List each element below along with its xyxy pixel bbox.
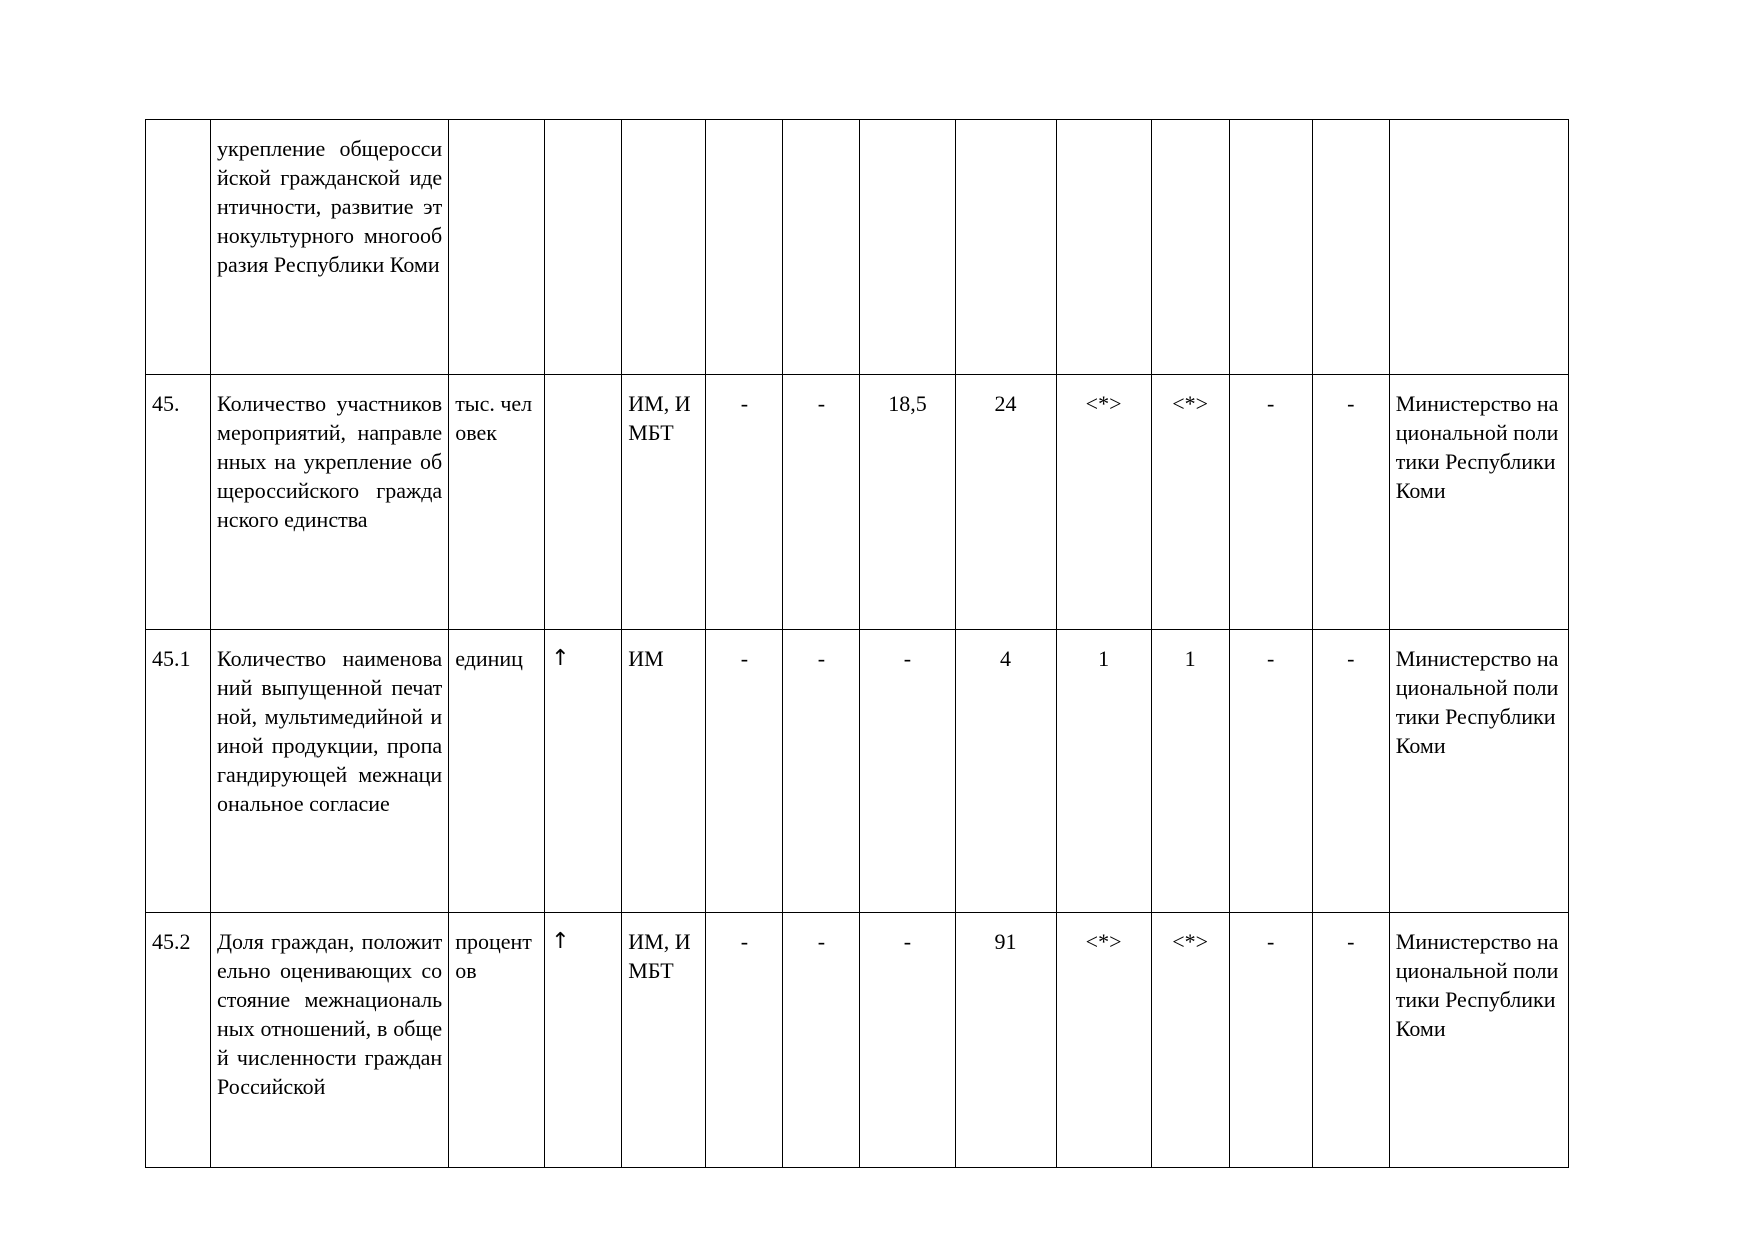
responsible-cell <box>1389 120 1568 375</box>
row-number-cell <box>146 120 211 375</box>
responsible-cell: Министерство национальной политики Республики Коми <box>1389 913 1568 1168</box>
value-cell: <*> <box>1151 375 1229 630</box>
responsible-cell: Министерство национальной политики Республики Коми <box>1389 630 1568 913</box>
value-cell <box>955 120 1056 375</box>
value-cell <box>1229 120 1312 375</box>
source-cell <box>622 120 706 375</box>
value-cell: 24 <box>955 375 1056 630</box>
up-arrow-icon: ↑ <box>545 913 622 1168</box>
source-cell: ИМ, ИМБТ <box>622 913 706 1168</box>
value-cell <box>1151 120 1229 375</box>
value-cell: - <box>1312 630 1389 913</box>
value-cell: <*> <box>1056 375 1151 630</box>
unit-cell: процентов <box>449 913 545 1168</box>
value-cell: <*> <box>1056 913 1151 1168</box>
indicator-name-cell: Доля граждан, положительно оценивающих состояние межнациональных отношений, в общей численности граждан Российской <box>211 913 449 1168</box>
value-cell: - <box>1229 630 1312 913</box>
table-row <box>146 630 1569 913</box>
source-cell: ИМ <box>622 630 706 913</box>
value-cell: - <box>783 630 860 913</box>
value-cell: - <box>706 375 783 630</box>
value-cell <box>860 120 955 375</box>
indicator-name-cell: Количество участников мероприятий, направленных на укрепление общероссийского гражданского единства <box>211 375 449 630</box>
value-cell: 1 <box>1056 630 1151 913</box>
up-arrow-icon: ↑ <box>545 630 622 913</box>
table-row <box>146 375 1569 630</box>
indicator-name-cell: укрепление общероссийской гражданской идентичности, развитие этнокультурного многообразия Республики Коми <box>211 120 449 375</box>
indicators-table <box>145 119 1569 1168</box>
row-number-cell: 45.2 <box>146 913 211 1168</box>
row-number-cell: 45.1 <box>146 630 211 913</box>
value-cell <box>783 120 860 375</box>
value-cell: - <box>1312 375 1389 630</box>
value-cell: 18,5 <box>860 375 955 630</box>
table-row <box>146 120 1569 375</box>
value-cell: - <box>1229 913 1312 1168</box>
value-cell: - <box>706 630 783 913</box>
direction-cell <box>545 375 622 630</box>
value-cell: 91 <box>955 913 1056 1168</box>
value-cell <box>1312 120 1389 375</box>
source-cell: ИМ, ИМБТ <box>622 375 706 630</box>
value-cell: <*> <box>1151 913 1229 1168</box>
value-cell <box>1056 120 1151 375</box>
value-cell: 1 <box>1151 630 1229 913</box>
value-cell: - <box>783 913 860 1168</box>
value-cell: - <box>860 630 955 913</box>
unit-cell <box>449 120 545 375</box>
value-cell: 4 <box>955 630 1056 913</box>
value-cell <box>706 120 783 375</box>
direction-cell <box>545 120 622 375</box>
responsible-cell: Министерство национальной политики Республики Коми <box>1389 375 1568 630</box>
row-number-cell: 45. <box>146 375 211 630</box>
indicator-name-cell: Количество наименований выпущенной печатной, мультимедийной и иной продукции, пропагандирующей межнациональное согласие <box>211 630 449 913</box>
value-cell: - <box>706 913 783 1168</box>
value-cell: - <box>1229 375 1312 630</box>
value-cell: - <box>860 913 955 1168</box>
table-row <box>146 913 1569 1168</box>
unit-cell: тыс. человек <box>449 375 545 630</box>
value-cell: - <box>783 375 860 630</box>
value-cell: - <box>1312 913 1389 1168</box>
unit-cell: единиц <box>449 630 545 913</box>
